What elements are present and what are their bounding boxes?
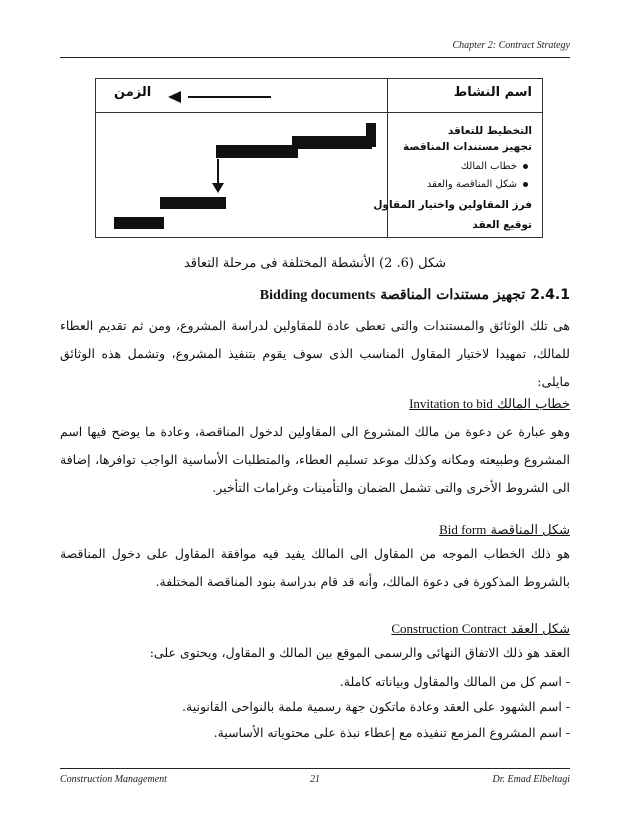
down-arrow-head (212, 183, 224, 193)
page-number: 21 (310, 774, 320, 785)
activity-signing: توقيع العقد (472, 219, 532, 231)
bar-bid-docs (292, 136, 372, 149)
contract-heading-ar: شكل العقد (510, 622, 570, 637)
time-column-title: الزمن (114, 85, 152, 100)
bidform-body: هو ذلك الخطاب الموجه من المقاول الى المالك يفيد فيه موافقة المقاول على دخول المناقصة بالشروط المذكورة فى دعوة المالك، وأنه قد قام بدراسة بنود المناقصة المختلفة. (60, 546, 570, 589)
contract-item-2-text: اسم الشهود على العقد وعادة ماتكون جهة رسمية ملمة بالنواحى القانونية. (182, 699, 562, 714)
contract-item-1-text: اسم كل من المالك والمقاول وبياناته كاملة. (339, 674, 562, 689)
invitation-heading-en: Invitation to bid (409, 396, 493, 411)
activity-bid-form (427, 179, 528, 190)
section-intro: هى تلك الوثائق والمستندات والتى تعطى عادة للمقاولين لدراسة المشروع، ومن ثم تقديم العطاء للمالك، تمهيدا لاختيار المقاول المناسب الذى سوف يقوم بتنفيذ المشروع، وتشمل هذه الوثائق مايلى: (60, 318, 570, 389)
activity-screening: فرز المقاولين واختيار المقاول (373, 199, 532, 211)
section-title-ar: تجهيز مستندات المناقصة (380, 287, 526, 303)
contract-heading-en: Construction Contract (391, 621, 507, 636)
activity-column-title: اسم النشاط (453, 85, 532, 100)
bullet-icon (523, 164, 528, 169)
activity-bid-documents: تجهيز مستندات المناقصة (403, 141, 532, 153)
bidform-heading (60, 522, 570, 538)
timeline-bars (96, 79, 544, 239)
bidform-heading-ar: شكل المناقصة (490, 523, 570, 538)
running-header: Chapter 2: Contract Strategy (452, 40, 570, 51)
contract-item-2: - اسم الشهود على العقد وعادة ماتكون جهة رسمية ملمة بالنواحى القانونية. (182, 699, 570, 714)
contract-intro: العقد هو ذلك الاتفاق النهائى والرسمى الموقع بين المالك و المقاول، ويحتوى على: (149, 645, 570, 660)
section-heading (60, 287, 570, 304)
activity-planning: التخطيط للتعاقد (447, 125, 532, 137)
figure-caption: شكل (6. 2) الأنشطة المختلفة فى مرحلة التعاقد (183, 256, 447, 271)
invitation-heading-ar: خطاب المالك (497, 397, 570, 412)
invitation-heading (60, 396, 570, 412)
contract-item-3: - اسم المشروع المزمع تنفيذه مع إعطاء نبذة على محتوياته الأساسية. (213, 725, 570, 740)
bar-invitation (216, 145, 298, 158)
contract-heading (60, 621, 570, 637)
invitation-body: وهو عبارة عن دعوة من مالك المشروع الى المقاولين لدخول المناقصة، وعادة ما يوضح فيها اسم المشروع وطبيعته ومكانه وكذلك موعد تسليم العطاء، والمتطلبات الأساسية الواجب توافرها، إضافة الى الشروط الأخرى والتى تشمل الضمان والتأمينات وغرامات التأخير. (60, 424, 570, 495)
bidform-heading-en: Bid form (439, 522, 487, 537)
contract-item-1: - اسم كل من المالك والمقاول وبياناته كاملة. (339, 674, 570, 689)
footer-rule (60, 768, 570, 769)
activity-bid-form-label: شكل المناقصة والعقد (426, 179, 517, 190)
bar-signing (114, 217, 164, 229)
time-arrow-head (168, 91, 181, 103)
header-rule (60, 57, 570, 58)
section-number: 2.4.1 (530, 287, 570, 303)
footer-author: Dr. Emad Elbeltagi (492, 774, 570, 785)
contract-item-3-text: اسم المشروع المزمع تنفيذه مع إعطاء نبذة على محتوياته الأساسية. (213, 725, 562, 740)
footer-course: Construction Management (60, 774, 167, 785)
bullet-icon (523, 182, 528, 187)
activity-invitation (461, 161, 528, 172)
activity-invitation-label: خطاب المالك (460, 161, 517, 172)
activity-timeline-figure (95, 78, 543, 238)
bar-screening (160, 197, 226, 209)
section-title-en: Bidding documents (259, 288, 376, 303)
